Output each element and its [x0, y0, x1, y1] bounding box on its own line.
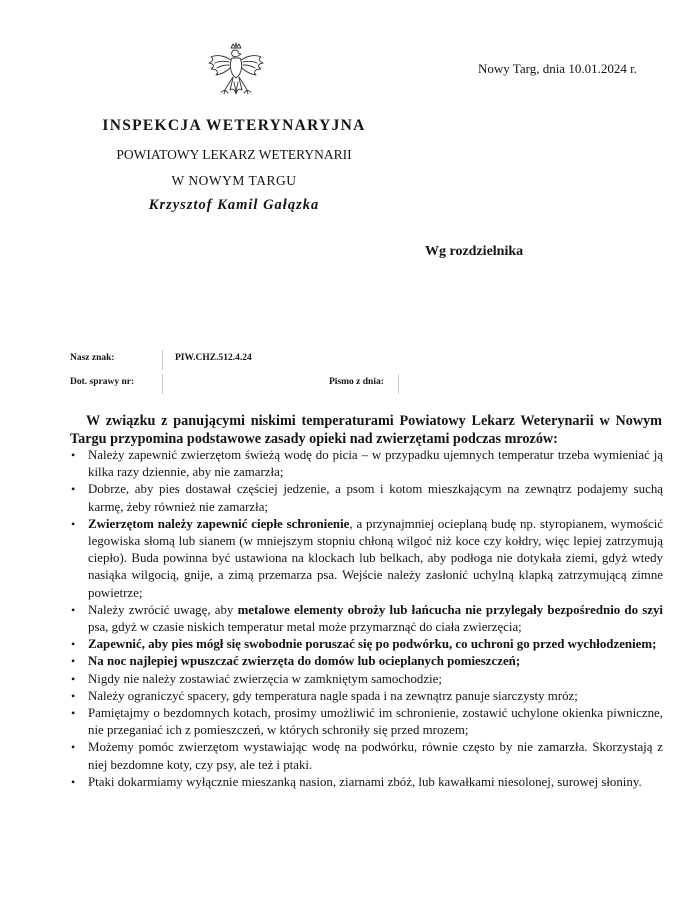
- bullet-icon: •: [71, 448, 76, 462]
- list-item-text: , a przynajmniej ocieplaną budę np. styropianem, wymościć legowiska słomą lub sianem (w mniejszym stopniu chłoną wilgoć niż koce czy kołdry, więc lepiej zatrzymują ciepło). Buda powinna być ustawiona na klockach lub belkach, aby podłoga nie dotykała ziemi, gdyż wtedy nasiąka wilgocią, gnije, a zimą przemarza psa. Wejście należy zasłonić uchylną klapką zatrzymującą zimne powietrze;: [88, 516, 663, 600]
- list-item-text: Nigdy nie należy zostawiać zwierzęcia w zamkniętym samochodzie;: [88, 671, 442, 686]
- intro-text: W związku z panującymi niskimi temperaturami Powiatowy Lekarz Weterynarii w Nowym Targu przypomina podstawowe zasady opieki nad zwierzętami podczas mrozów:: [70, 413, 662, 447]
- list-item-text: Należy zapewnić zwierzętom świeżą wodę do picia – w przypadku ujemnych temperatur trzeba wymieniać ją kilka razy dziennie, aby nie zamarzła;: [88, 448, 663, 480]
- care-rules-list: [71, 447, 663, 791]
- list-item: [71, 447, 663, 481]
- divider: [162, 350, 163, 370]
- list-item: [71, 481, 663, 515]
- bullet-icon: •: [71, 654, 76, 669]
- office-title-line2: W NOWYM TARGU: [171, 173, 297, 188]
- list-item: [71, 602, 663, 636]
- case-number-label: Dot. sprawy nr:: [70, 377, 135, 387]
- list-item: [71, 774, 663, 791]
- recipient-line: Wg rozdzielnika: [425, 244, 524, 259]
- bullet-icon: •: [71, 671, 76, 686]
- our-ref-label: Nasz znak:: [70, 353, 115, 363]
- list-item-text: metalowe elementy obroży lub łańcucha nie przylegały bezpośrednio do szyi: [237, 602, 663, 617]
- our-ref-value: PIW.CHZ.512.4.24: [175, 353, 252, 363]
- bullet-icon: •: [71, 706, 76, 721]
- official-name: Krzysztof Kamil Gałązka: [148, 197, 320, 213]
- divider: [162, 374, 163, 394]
- list-item: [71, 636, 663, 653]
- list-item-text: Zwierzętom należy zapewnić ciepłe schronienie: [88, 516, 350, 531]
- list-item-text: Należy ograniczyć spacery, gdy temperatura nagle spada i na zewnątrz panuje siarczysty mróz;: [88, 688, 578, 703]
- office-title-line1: POWIATOWY LEKARZ WETERYNARII: [116, 147, 352, 162]
- bullet-icon: •: [71, 774, 76, 789]
- list-item-text: Ptaki dokarmiamy wyłącznie mieszanką nasion, ziarnami zbóż, lub kawałkami niesolonej, surowej słoniny.: [88, 774, 642, 789]
- bullet-icon: •: [71, 602, 76, 617]
- divider: [398, 374, 399, 394]
- bullet-icon: •: [71, 740, 76, 755]
- letter-date-label: Pismo z dnia:: [329, 377, 384, 387]
- list-item-text: Należy zwrócić uwagę, aby: [88, 602, 238, 617]
- list-item-text: Pamiętajmy o bezdomnych kotach, prosimy umożliwić im schronienie, zostawić uchylone okienka piwniczne, nie przeganiać ich z pomieszczeń, w których schroniły się przed mrozem;: [88, 706, 663, 738]
- polish-eagle-emblem-icon: [205, 42, 267, 110]
- list-item-text: Dobrze, aby pies dostawał częściej jedzenie, a psom i kotom mieszkającym na zewnątrz podajemy suchą karmę, żeby również nie zamarzła;: [88, 482, 663, 514]
- institution-name: INSPEKCJA WETERYNARYJNA: [102, 117, 366, 134]
- bullet-icon: •: [71, 688, 76, 703]
- bullet-icon: •: [71, 516, 76, 531]
- list-item: [71, 671, 663, 688]
- list-item: [71, 739, 663, 773]
- intro-paragraph: [70, 412, 662, 448]
- list-item-text: Możemy pomóc zwierzętom wystawiając wodę na podwórku, równie często by nie zamarzła. Skorzystają z niej bezdomne koty, czy psy, ale też i ptaki.: [88, 740, 663, 772]
- place-and-date: Nowy Targ, dnia 10.01.2024 r.: [478, 61, 637, 76]
- list-item-text: Zapewnić, aby pies mógł się swobodnie poruszać się po podwórku, co uchroni go przed wychłodzeniem;: [88, 637, 657, 652]
- bullet-icon: •: [71, 482, 76, 497]
- bullet-icon: •: [71, 637, 76, 652]
- list-item-text: psa, gdyż w czasie niskich temperatur metal może przymarznąć do ciała zwierzęcia;: [88, 620, 522, 635]
- list-item: [71, 688, 663, 705]
- list-item-text: Na noc najlepiej wpuszczać zwierzęta do domów lub ocieplanych pomieszczeń;: [88, 654, 521, 669]
- list-item: [71, 516, 663, 602]
- list-item: [71, 653, 663, 670]
- list-item: [71, 705, 663, 739]
